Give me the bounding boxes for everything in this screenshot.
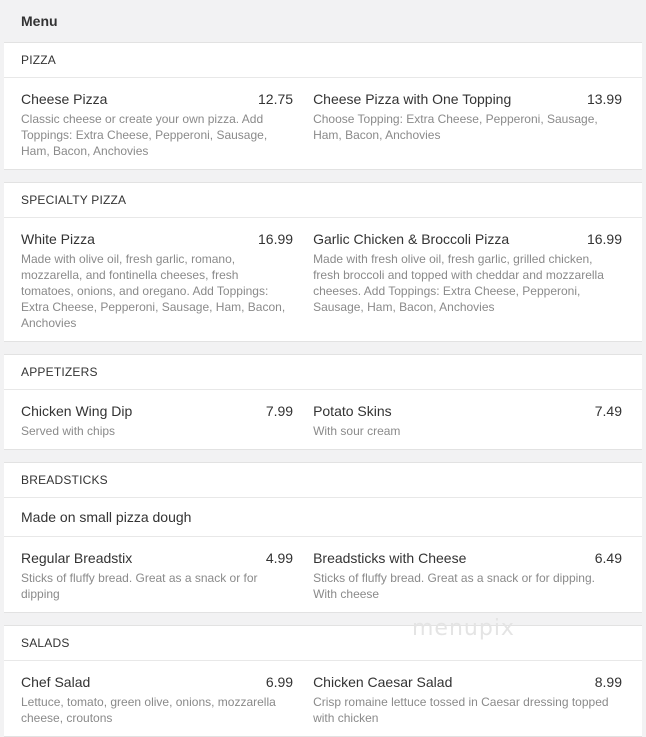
item-name: Cheese Pizza: [21, 91, 108, 107]
section-title: SPECIALTY PIZZA: [4, 183, 642, 218]
menu-item[interactable]: [313, 549, 642, 602]
item-price: 16.99: [586, 231, 622, 247]
item-name: Regular Breadstix: [21, 550, 133, 566]
item-price: 8.99: [594, 674, 622, 690]
item-name: Breadsticks with Cheese: [313, 550, 467, 566]
item-price: 16.99: [258, 231, 294, 247]
menu-item[interactable]: [313, 230, 642, 331]
section-appetizers: [4, 354, 642, 450]
menu-item[interactable]: [313, 90, 642, 159]
item-description: Classic cheese or create your own pizza. Add Toppings: Extra Cheese, Pepperoni, Sausage, Ham, Bacon, Anchovies: [21, 112, 268, 158]
item-row: [4, 390, 642, 449]
menu-item[interactable]: [4, 230, 313, 331]
menu-item[interactable]: [313, 673, 642, 726]
menu-item[interactable]: [4, 90, 313, 159]
item-description: Sticks of fluffy bread. Great as a snack or for dipping: [21, 571, 258, 601]
section-specialty-pizza: [4, 182, 642, 342]
item-row: [4, 218, 642, 341]
item-price: 12.75: [258, 91, 294, 107]
item-name: Potato Skins: [313, 403, 392, 419]
item-description: Lettuce, tomato, green olive, onions, mozzarella cheese, croutons: [21, 695, 276, 725]
watermark: menupix: [412, 616, 515, 641]
item-description: Made with fresh olive oil, fresh garlic, grilled chicken, fresh broccoli and topped with cheddar and mozzarella cheeses. Add Toppings: Extra Cheese, Pepperoni, Sausage, Ham, Bacon, Anchovies: [313, 252, 604, 314]
item-description: Served with chips: [21, 424, 116, 438]
item-description: Made with olive oil, fresh garlic, romano, mozzarella, and fontinella cheeses, fresh tomatoes, onions, and oregano. Add Toppings: Extra Cheese, Pepperoni, Sausage, Ham, Bacon, Anchovies: [21, 252, 286, 330]
item-description: Choose Topping: Extra Cheese, Pepperoni, Sausage, Ham, Bacon, Anchovies: [313, 112, 598, 142]
menu-item[interactable]: [4, 673, 313, 726]
section-title: APPETIZERS: [4, 355, 642, 390]
menu-item[interactable]: [313, 402, 642, 439]
item-name: Cheese Pizza with One Topping: [313, 91, 512, 107]
item-price: 4.99: [265, 550, 294, 566]
menu-header: [0, 0, 646, 42]
item-row: [4, 78, 642, 169]
section-title: SALADS: [4, 626, 642, 661]
item-name: Garlic Chicken & Broccoli Pizza: [313, 231, 510, 247]
item-price: 6.99: [265, 674, 294, 690]
item-price: 7.99: [265, 403, 294, 419]
section-salads: [4, 625, 642, 737]
item-name: Chef Salad: [21, 674, 91, 690]
section-breadsticks: [4, 462, 642, 613]
item-description: Crisp romaine lettuce tossed in Caesar dressing topped with chicken: [313, 695, 609, 725]
section-title: BREADSTICKS: [4, 463, 642, 498]
menu-item[interactable]: [4, 549, 313, 602]
item-row: [4, 661, 642, 736]
item-row: [4, 537, 642, 612]
page-title: Menu: [21, 13, 58, 29]
item-name: White Pizza: [21, 231, 95, 247]
item-name: Chicken Wing Dip: [21, 403, 133, 419]
item-price: 7.49: [594, 403, 622, 419]
section-note: Made on small pizza dough: [4, 498, 642, 537]
item-description: Sticks of fluffy bread. Great as a snack or for dipping. With cheese: [313, 571, 595, 601]
menu-item[interactable]: [4, 402, 313, 439]
section-title: PIZZA: [4, 43, 642, 78]
section-pizza: [4, 42, 642, 170]
item-name: Chicken Caesar Salad: [313, 674, 453, 690]
item-description: With sour cream: [313, 424, 401, 438]
item-price: 6.49: [594, 550, 622, 566]
item-price: 13.99: [586, 91, 622, 107]
